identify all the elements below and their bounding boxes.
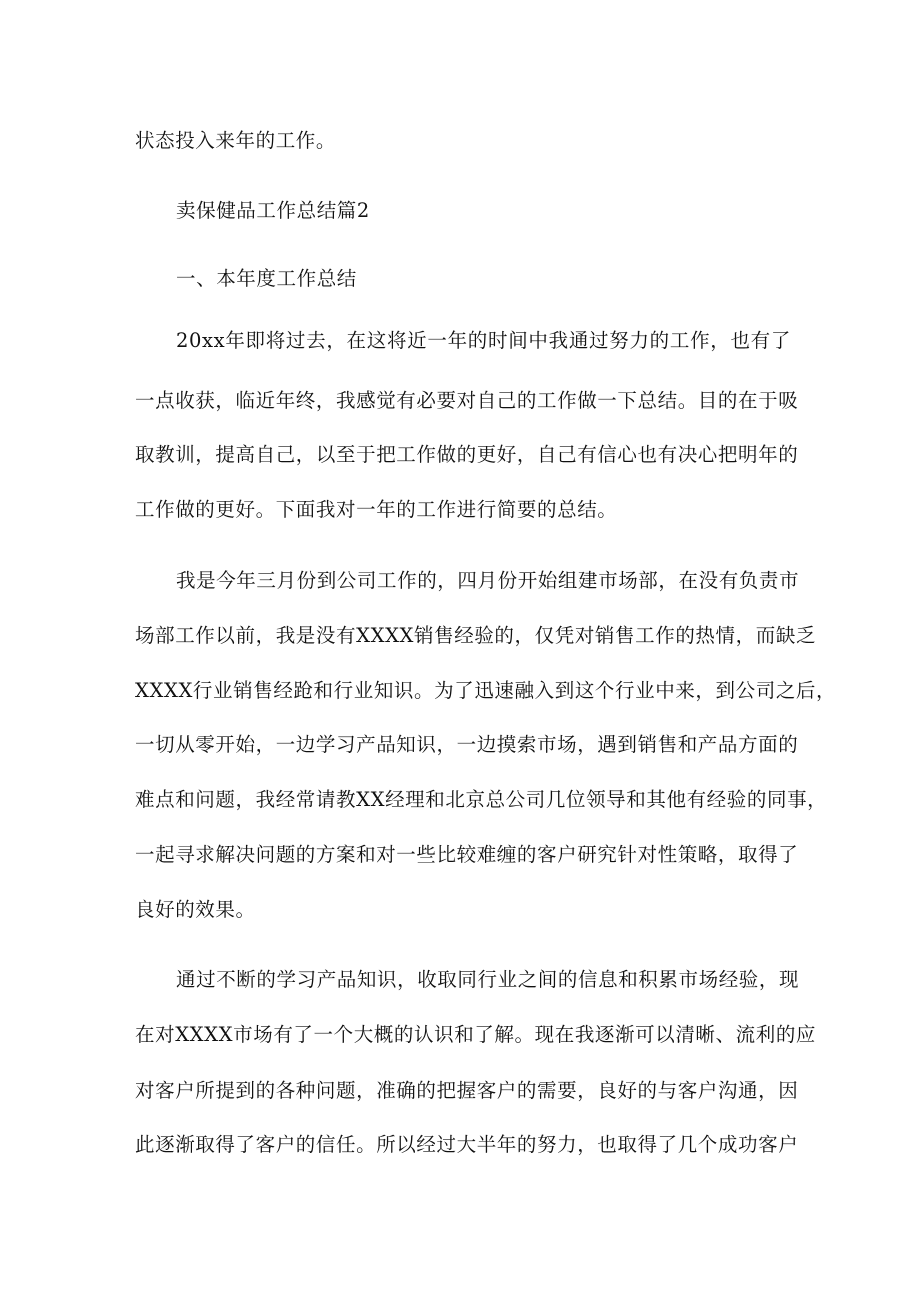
- text-line: 20xx年即将过去，在这将近一年的时间中我通过努力的工作，也有了: [176, 329, 791, 352]
- text-line: 在对XXXX市场有了一个大概的认识和了解。现在我逐渐可以清晰、流利的应: [135, 1023, 817, 1046]
- text-line: 一起寻求解决问题的方案和对一些比较难缠的客户研究针对性策略，取得了: [135, 843, 799, 866]
- text-line: 对客户所提到的各种问题，准确的把握客户的需要，良好的与客户沟通，因: [135, 1079, 799, 1102]
- text-line: 难点和问题，我经常请教XX经理和北京总公司几位领导和其他有经验的同事，: [135, 788, 828, 811]
- text-line: 一点收获，临近年终，我感觉有必要对自己的工作做一下总结。目的在于吸: [135, 389, 799, 412]
- text-line: 工作做的更好。下面我对一年的工作进行简要的总结。: [135, 498, 618, 521]
- text-line: 通过不断的学习产品知识，收取同行业之间的信息和积累市场经验，现: [176, 968, 800, 991]
- text-line: 场部工作以前，我是没有XXXX销售经验的，仅凭对销售工作的热情，而缺乏: [135, 624, 817, 647]
- text-line: 此逐渐取得了客户的信任。所以经过大半年的努力，也取得了几个成功客户: [135, 1133, 799, 1156]
- subsection-heading: 一、本年度工作总结: [176, 267, 357, 290]
- text-line: 状态投入来年的工作。: [135, 129, 337, 152]
- text-line: XXXX行业销售经跄和行业知识。为了迅速融入到这个行业中来，到公司之后，: [135, 679, 837, 702]
- text-line: 良好的效果。: [135, 898, 256, 921]
- text-line: 我是今年三月份到公司工作的，四月份开始组建市场部，在没有负责市: [176, 569, 800, 592]
- text-line: 一切从零开始，一边学习产品知识，一边摸索市场，遇到销售和产品方面的: [135, 733, 799, 756]
- text-line: 取教训，提高自己，以至于把工作做的更好，自己有信心也有决心把明年的: [135, 443, 799, 466]
- section-heading: 卖保健品工作总结篇2: [176, 199, 370, 222]
